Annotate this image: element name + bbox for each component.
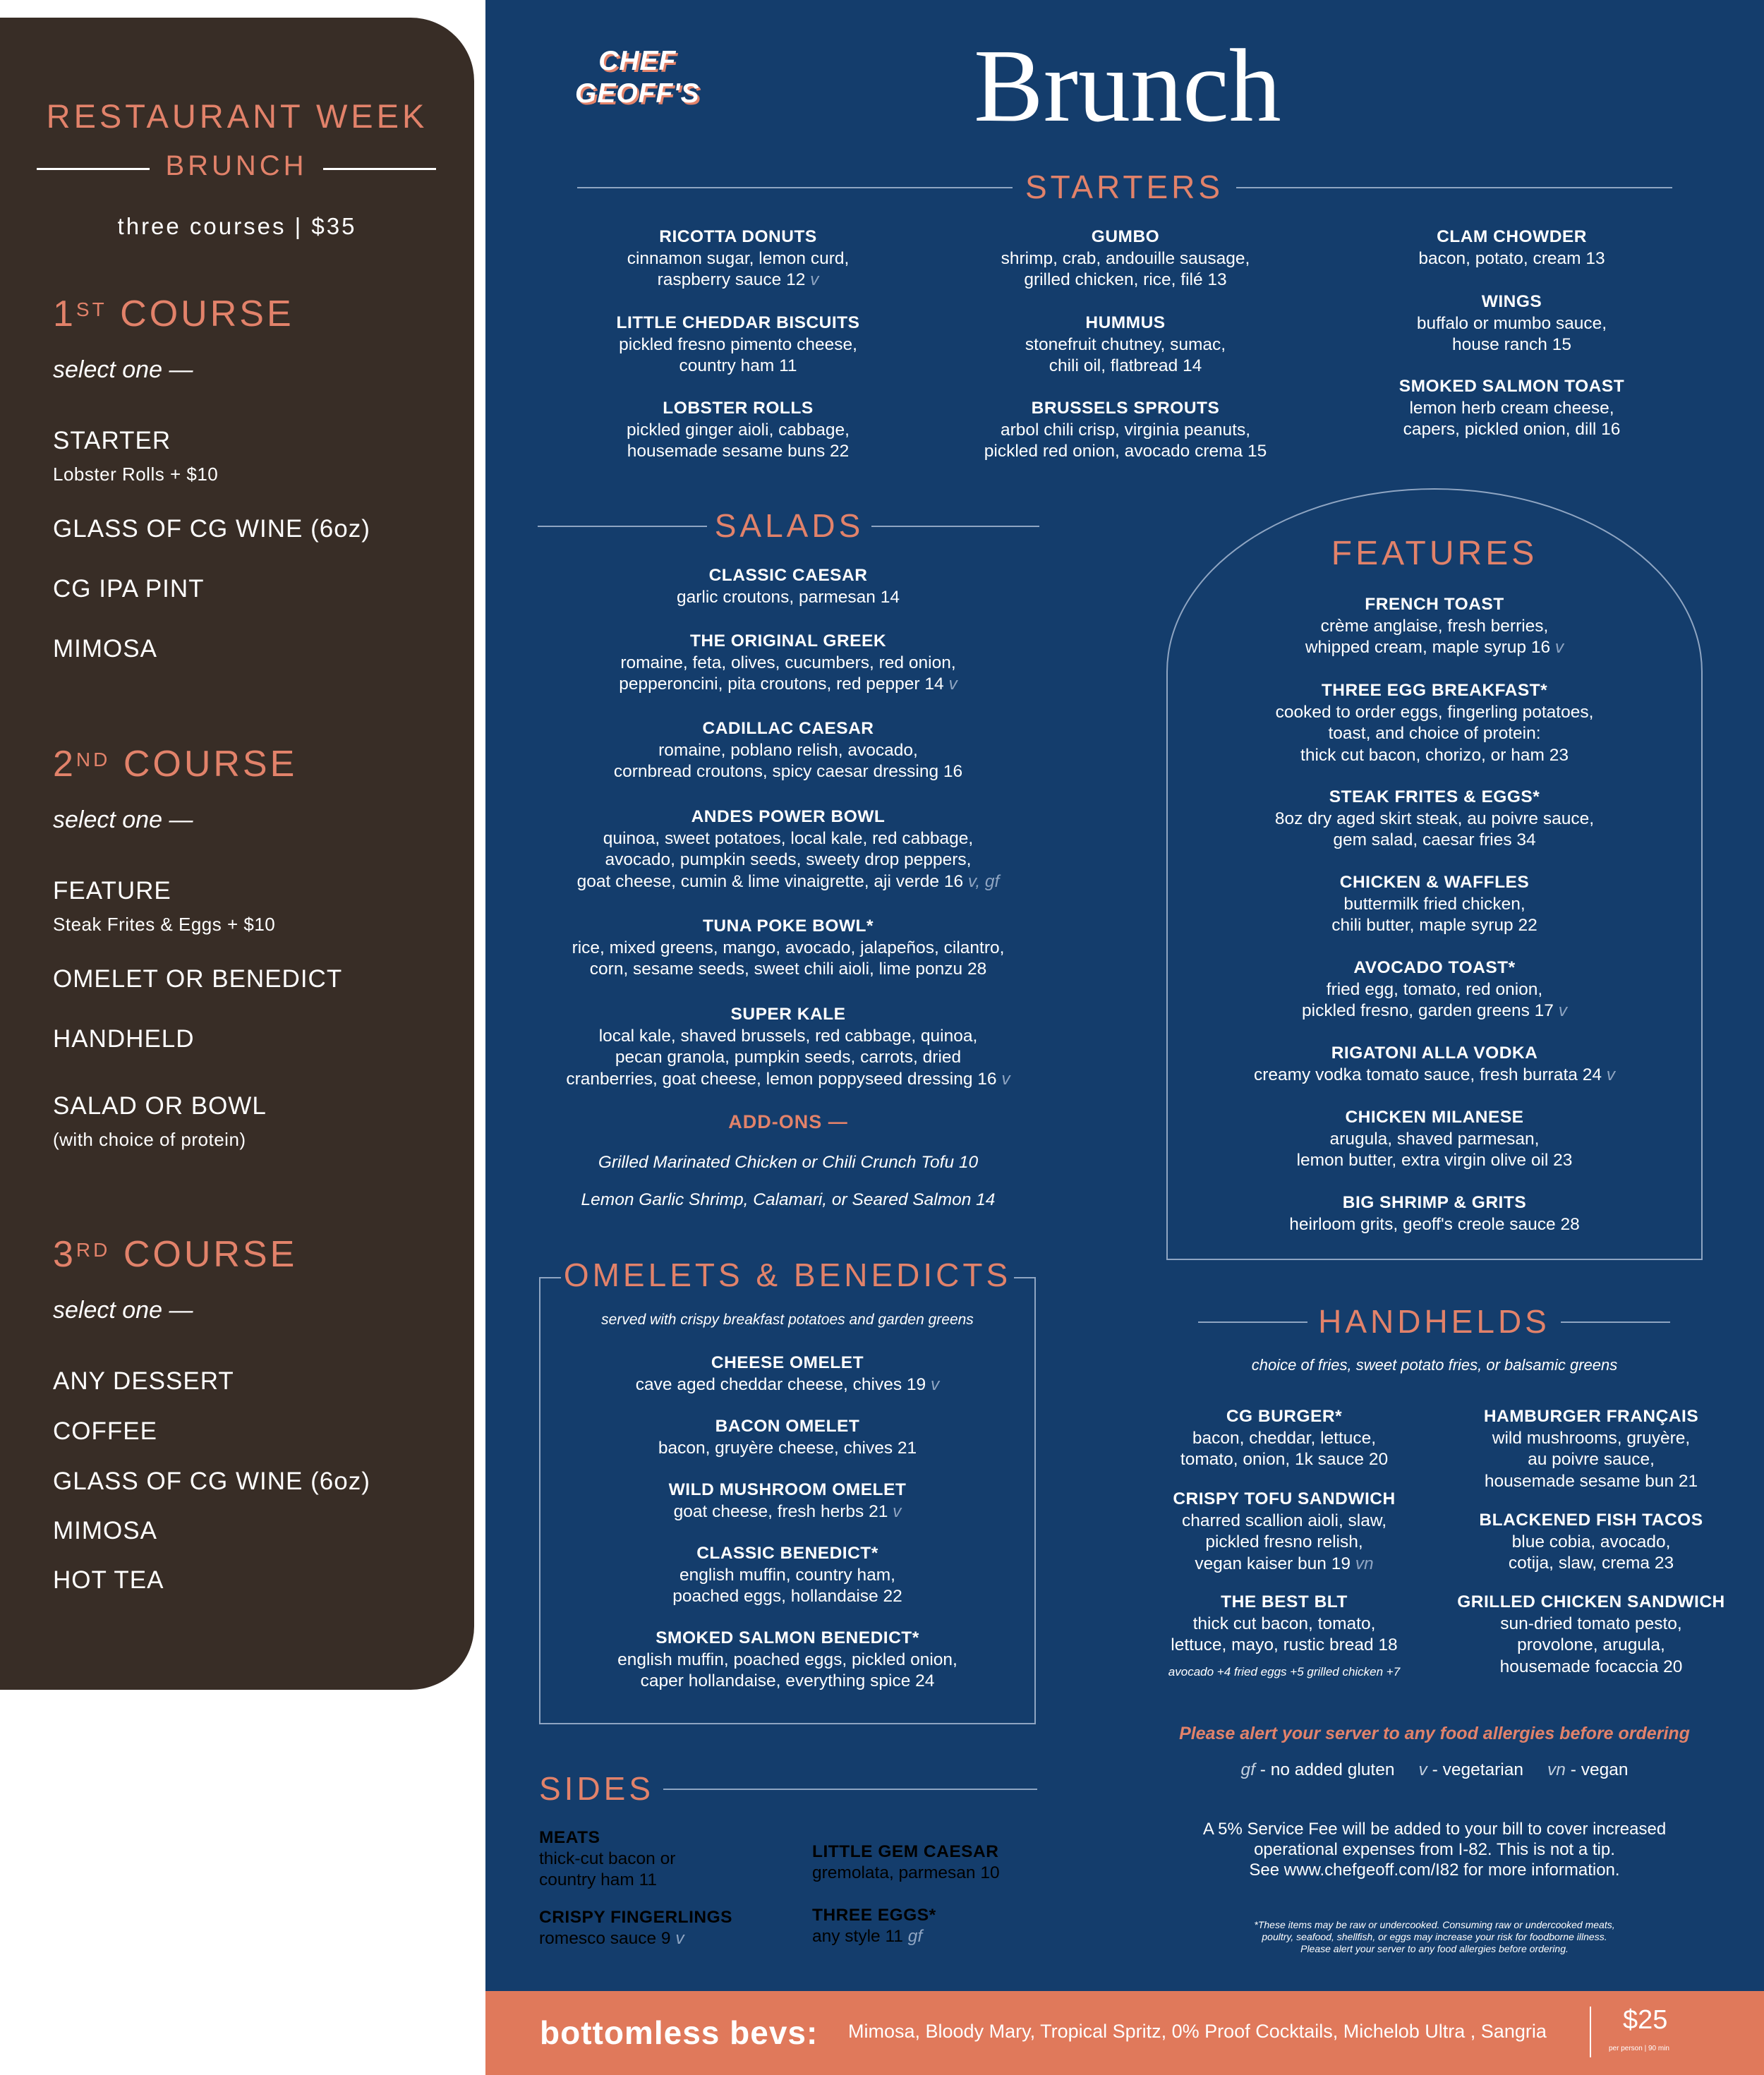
- course-2-note: Steak Frites & Eggs + $10: [53, 914, 276, 935]
- course-3-item: ANY DESSERT: [53, 1367, 234, 1395]
- bevs-drinks: Mimosa, Bloody Mary, Tropical Spritz, 0% Proof Cocktails, Michelob Ultra , Sangria: [848, 2021, 1547, 2042]
- omelet-item: CLASSIC BENEDICT* english muffin, country ham, poached eggs, hollandaise 22: [672, 1544, 902, 1606]
- omelet-item: WILD MUSHROOM OMELET goat cheese, fresh herbs 21 v: [668, 1480, 907, 1521]
- restaurant-week-panel: [0, 18, 474, 1690]
- course-2-note: (with choice of protein): [53, 1129, 246, 1150]
- side-item: CRISPY FINGERLINGS romesco sauce 9 v: [539, 1908, 733, 1948]
- starter-item: LOBSTER ROLLS pickled ginger aioli, cabbage, housemade sesame buns 22: [627, 399, 850, 461]
- divider: [1198, 1321, 1307, 1323]
- side-item: MEATS thick-cut bacon or country ham 11: [539, 1828, 676, 1889]
- omelet-item: SMOKED SALMON BENEDICT* english muffin, poached eggs, pickled onion, caper hollandaise, everything spice 24: [617, 1628, 957, 1690]
- course-1-select: select one —: [53, 356, 193, 383]
- course-2-select: select one —: [53, 806, 193, 833]
- course-2-heading: 2ND COURSE: [53, 744, 298, 785]
- omelet-item: CHEESE OMELET cave aged cheddar cheese, chives 19 v: [635, 1353, 940, 1394]
- addon-line: Grilled Marinated Chicken or Chili Crunch Tofu 10: [598, 1153, 979, 1172]
- omelets-note: served with crispy breakfast potatoes and garden greens: [601, 1312, 974, 1328]
- features-heading: FEATURES: [1331, 535, 1538, 572]
- divider: [577, 187, 1013, 188]
- handheld-item: CG BURGER* bacon, cheddar, lettuce, tomato, onion, 1k sauce 20: [1180, 1407, 1389, 1469]
- salad-item: CADILLAC CAESAR romaine, poblano relish, avocado, cornbread croutons, spicy caesar dressing 16: [613, 719, 963, 781]
- side-item: LITTLE GEM CAESAR gremolata, parmesan 10: [812, 1842, 1000, 1882]
- chef-geoffs-logo: CHEF GEOFF'S: [575, 46, 700, 109]
- starter-item: RICOTTA DONUTS cinnamon sugar, lemon curd, raspberry sauce 12 v: [627, 227, 850, 289]
- salad-item: ANDES POWER BOWL quinoa, sweet potatoes, local kale, red cabbage, avocado, pumpkin seeds, sweety drop peppers, goat cheese, cumin & lime vinaigrette, aji verde 16 v, gf: [576, 807, 1000, 891]
- course-2-item: OMELET OR BENEDICT: [53, 965, 343, 993]
- panel-subtitle: BRUNCH: [165, 150, 308, 181]
- price-line: three courses | $35: [117, 213, 357, 239]
- handhelds-note: choice of fries, sweet potato fries, or balsamic greens: [1251, 1356, 1618, 1374]
- course-1-heading: 1ST COURSE: [53, 294, 294, 334]
- menu-title: Brunch: [974, 28, 1281, 144]
- course-1-item: STARTER: [53, 427, 171, 454]
- starter-item: WINGS buffalo or mumbo sauce, house ranch 15: [1416, 292, 1607, 354]
- course-2-item: FEATURE: [53, 877, 171, 905]
- omelet-item: BACON OMELET bacon, gruyère cheese, chives 21: [658, 1417, 917, 1458]
- bevs-price-note: per person | 90 min: [1609, 2045, 1669, 2052]
- course-1-note: Lobster Rolls + $10: [53, 464, 219, 485]
- handheld-item: BLACKENED FISH TACOS blue cobia, avocado, cotija, slaw, crema 23: [1479, 1511, 1703, 1573]
- divider: [871, 526, 1039, 527]
- feature-item: STEAK FRITES & EGGS* 8oz dry aged skirt steak, au poivre sauce, gem salad, caesar fries 34: [1274, 787, 1595, 849]
- course-2-item: SALAD OR BOWL: [53, 1092, 267, 1120]
- divider: [1561, 1321, 1670, 1323]
- bottomless-bevs-bar: [485, 1991, 1764, 2075]
- feature-item: AVOCADO TOAST* fried egg, tomato, red onion, pickled fresno, garden greens 17 v: [1302, 958, 1567, 1020]
- raw-food-disclaimer: *These items may be raw or undercooked. Consuming raw or undercooked meats, poultry, seafood, shellfish, or eggs may increase your risk for foodborne illness. Please alert your server to any food allergies before ordering.: [1254, 1919, 1615, 1954]
- divider: [663, 1789, 1037, 1790]
- allergy-notice: Please alert your server to any food allergies before ordering: [1179, 1724, 1690, 1743]
- service-fee-note: A 5% Service Fee will be added to your bill to cover increased operational expenses from I-82. This is not a tip. See www.chefgeoff.com/I82 for more information.: [1202, 1820, 1667, 1880]
- course-3-select: select one —: [53, 1297, 193, 1324]
- starter-item: GUMBO shrimp, crab, andouille sausage, grilled chicken, rice, filé 13: [1001, 227, 1250, 289]
- omelets-heading: OMELETS & BENEDICTS: [561, 1257, 1014, 1293]
- handheld-item: HAMBURGER FRANÇAIS wild mushrooms, gruyère, au poivre sauce, housemade sesame bun 21: [1483, 1407, 1699, 1491]
- starter-item: BRUSSELS SPROUTS arbol chili crisp, virginia peanuts, pickled red onion, avocado crema 15: [984, 399, 1267, 461]
- panel-title: RESTAURANT WEEK: [46, 97, 428, 135]
- feature-item: RIGATONI ALLA VODKA creamy vodka tomato sauce, fresh burrata 24 v: [1253, 1043, 1616, 1084]
- bevs-price: $25: [1623, 2005, 1668, 2035]
- course-3-item: HOT TEA: [53, 1566, 164, 1594]
- starter-item: LITTLE CHEDDAR BISCUITS pickled fresno pimento cheese, country ham 11: [616, 313, 860, 375]
- course-3-item: MIMOSA: [53, 1517, 157, 1544]
- divider: [538, 526, 707, 527]
- feature-item: CHICKEN MILANESE arugula, shaved parmesan, lemon butter, extra virgin olive oil 23: [1296, 1108, 1573, 1170]
- bevs-label: bottomless bevs:: [540, 2014, 818, 2051]
- feature-item: THREE EGG BREAKFAST* cooked to order eggs, fingerling potatoes, toast, and choice of protein: thick cut bacon, chorizo, or ham 23: [1275, 681, 1594, 765]
- handheld-item: GRILLED CHICKEN SANDWICH sun-dried tomato pesto, provolone, arugula, housemade focaccia 20: [1457, 1592, 1725, 1676]
- salad-item: TUNA POKE BOWL* rice, mixed greens, mango, avocado, jalapeños, cilantro, corn, sesame seeds, sweet chili aioli, lime ponzu 28: [572, 916, 1005, 979]
- starters-heading: STARTERS: [1025, 169, 1224, 205]
- feature-item: FRENCH TOAST crème anglaise, fresh berries, whipped cream, maple syrup 16 v: [1305, 595, 1564, 657]
- addon-line: Lemon Garlic Shrimp, Calamari, or Seared Salmon 14: [581, 1190, 996, 1209]
- course-3-heading: 3RD COURSE: [53, 1234, 298, 1275]
- handhelds-heading: HANDHELDS: [1318, 1303, 1550, 1340]
- feature-item: BIG SHRIMP & GRITS heirloom grits, geoff's creole sauce 28: [1289, 1193, 1580, 1234]
- sides-heading: SIDES: [539, 1770, 655, 1807]
- panel-subtitle-row: [37, 145, 436, 187]
- salad-item: SUPER KALE local kale, shaved brussels, red cabbage, quinoa, pecan granola, pumpkin seeds, carrots, dried cranberries, goat cheese, lemon poppyseed dressing 16 v: [566, 1005, 1010, 1089]
- divider: [1590, 2007, 1591, 2057]
- handheld-item: THE BEST BLT thick cut bacon, tomato, lettuce, mayo, rustic bread 18: [1171, 1592, 1398, 1654]
- course-1-item: MIMOSA: [53, 635, 157, 663]
- course-3-item: GLASS OF CG WINE (6oz): [53, 1468, 370, 1495]
- starter-item: CLAM CHOWDER bacon, potato, cream 13: [1418, 227, 1605, 268]
- side-item: THREE EGGS* any style 11 gf: [812, 1906, 936, 1946]
- course-1-item: GLASS OF CG WINE (6oz): [53, 515, 370, 543]
- handheld-extras: avocado +4 fried eggs +5 grilled chicken +7: [1168, 1665, 1401, 1678]
- salad-item: CLASSIC CAESAR garlic croutons, parmesan 14: [677, 566, 900, 607]
- course-3-item: COFFEE: [53, 1417, 157, 1445]
- course-1-item: CG IPA PINT: [53, 575, 205, 603]
- starter-item: SMOKED SALMON TOAST lemon herb cream cheese, capers, pickled onion, dill 16: [1398, 377, 1625, 439]
- course-2-item: HANDHELD: [53, 1025, 195, 1053]
- addons-heading: ADD-ONS —: [728, 1111, 848, 1132]
- divider: [1236, 187, 1672, 188]
- handheld-item: CRISPY TOFU SANDWICH charred scallion aioli, slaw, pickled fresno relish, vegan kaiser bun 19 vn: [1173, 1489, 1396, 1573]
- salad-item: THE ORIGINAL GREEK romaine, feta, olives, cucumbers, red onion, pepperoncini, pita croutons, red pepper 14 v: [619, 631, 957, 694]
- feature-item: CHICKEN & WAFFLES buttermilk fried chicken, chili butter, maple syrup 22: [1331, 873, 1538, 935]
- salads-heading: SALADS: [714, 507, 864, 544]
- starter-item: HUMMUS stonefruit chutney, sumac, chili oil, flatbread 14: [1025, 313, 1226, 375]
- dietary-legend: gf - no added gluten v - vegetarian vn - vegan: [1240, 1760, 1629, 1779]
